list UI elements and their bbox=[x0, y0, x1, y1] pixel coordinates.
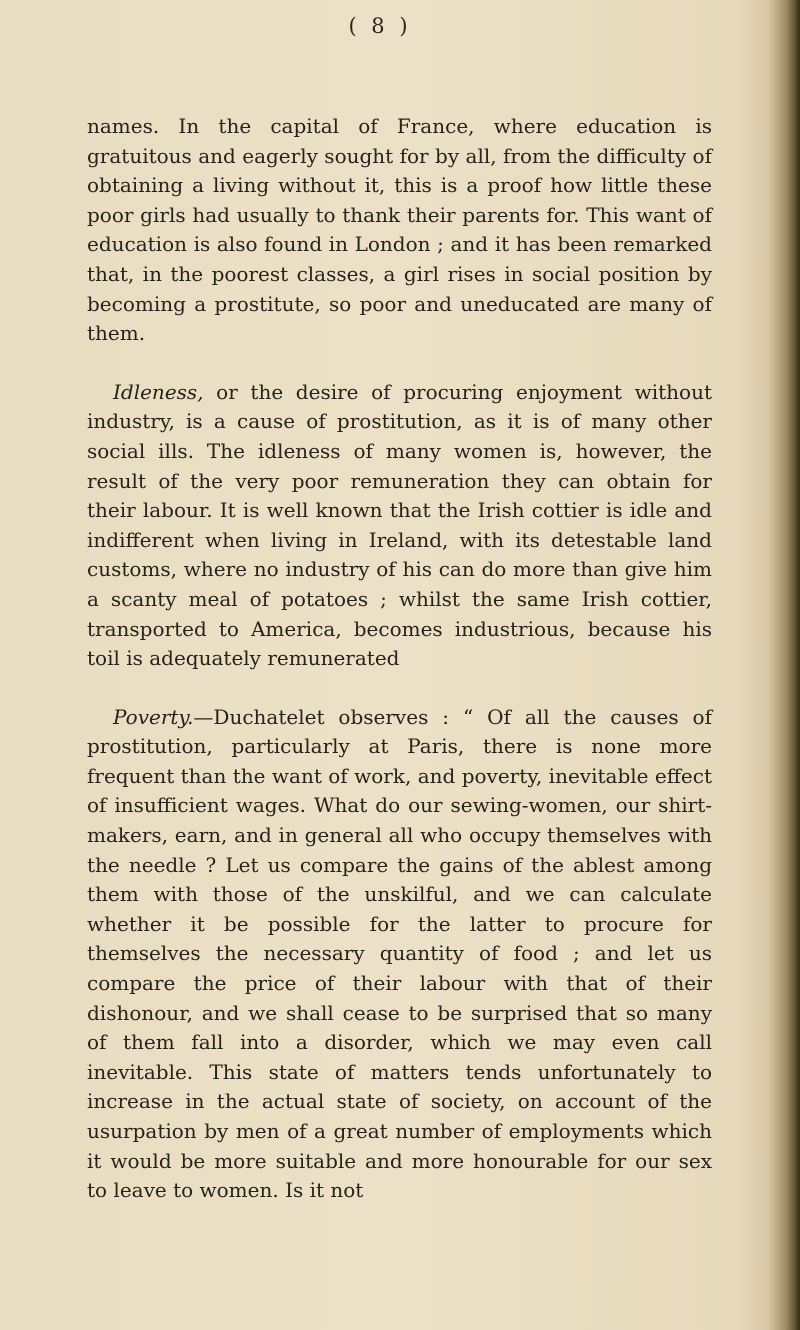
paragraph-idleness bbox=[87, 378, 712, 674]
paragraph-text: —Duchatelet observes : “ Of all the causes of prostitution, particularly at Paris, there is none more frequent than the want of work, and poverty, inevitable effect of insufficient wages. What do our sewing-women, our shirt-makers, earn, and in general all who occupy themselves with the needle ? Let us compare the gains of the ablest among them with those of the unskilful, and we can calculate whether it be possible for the latter to procure for themselves the necessary quantity of food ; and let us compare the price of their labour with that of their dishonour, and we shall cease to be surprised that so many of them fall into a disorder, which we may even call inevitable. This state of matters tends unfortunately to increase in the actual state of society, on account of the usurpation by men of a great number of employments which it would be more suitable and more honourable for our sex to leave to women. Is it not bbox=[87, 704, 712, 1203]
paragraph-text: names. In the capital of France, where education is gratuitous and eagerly sought for by all, from the difficulty of obtaining a living without it, this is a proof how little these poor girls had usually to thank their parents for. This want of education is also found in London ; and it has been remarked that, in the poorest classes, a girl rises in social position by becoming a prostitute, so poor and uneducated are many of them. bbox=[87, 114, 712, 346]
paragraph-continuation bbox=[87, 112, 712, 349]
binding-edge-shadow bbox=[786, 0, 800, 1330]
body-text bbox=[87, 112, 712, 1206]
page-number: ( 8 ) bbox=[348, 14, 412, 38]
paragraph-lead-idleness: Idleness, bbox=[113, 379, 204, 404]
paragraph-lead-poverty: Poverty. bbox=[113, 704, 194, 729]
paragraph-text: or the desire of procuring enjoyment without industry, is a cause of prostitution, as it is of many other social ills. The idleness of many women is, however, the result of the very poor remuneration they can obtain for their labour. It is well known that the Irish cottier is idle and indifferent when living in Ireland, with its detestable land customs, where no industry of his can do more than give him a scanty meal of potatoes ; whilst the same Irish cottier, transported to America, becomes industrious, because his toil is adequately remunerated bbox=[87, 379, 712, 671]
paragraph-poverty bbox=[87, 703, 712, 1206]
